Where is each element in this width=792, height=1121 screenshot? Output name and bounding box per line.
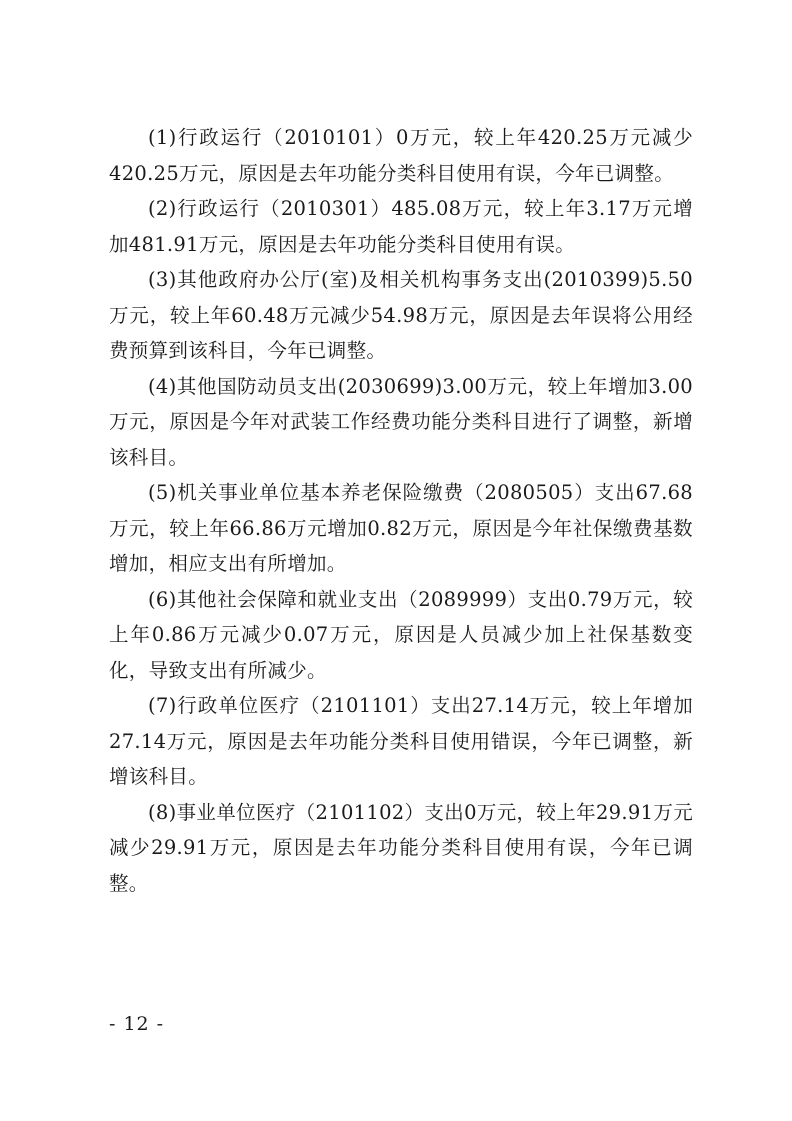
paragraph-2: (2)行政运行（2010301）485.08万元，较上年3.17万元增加481.91万元，原因是去年功能分类科目使用有误。 [109, 197, 693, 256]
paragraph-4: (4)其他国防动员支出(2030699)3.00万元，较上年增加3.00万元，原因是今年对武装工作经费功能分类科目进行了调整，新增该科目。 [109, 374, 693, 469]
body-text [109, 120, 693, 901]
page-number: - 12 - [109, 1013, 165, 1035]
paragraph-5: (5)机关事业单位基本养老保险缴费（2080505）支出67.68万元，较上年66.86万元增加0.82万元，原因是今年社保缴费基数增加，相应支出有所增加。 [109, 481, 693, 575]
paragraph-3: (3)其他政府办公厅(室)及相关机构事务支出(2010399)5.50万元，较上年60.48万元减少54.98万元，原因是去年误将公用经费预算到该科目，今年已调整。 [109, 268, 693, 362]
paragraph-8: (8)事业单位医疗（2101102）支出0万元，较上年29.91万元减少29.91万元，原因是去年功能分类科目使用有误，今年已调整。 [109, 800, 693, 895]
paragraph-6: (6)其他社会保障和就业支出（2089999）支出0.79万元，较上年0.86万元减少0.07万元，原因是人员减少加上社保基数变化，导致支出有所减少。 [109, 587, 693, 682]
paragraph-1: (1)行政运行（2010101）0万元，较上年420.25万元减少420.25万元，原因是去年功能分类科目使用有误，今年已调整。 [109, 126, 693, 185]
paragraph-7: (7)行政单位医疗（2101101）支出27.14万元，较上年增加27.14万元，原因是去年功能分类科目使用错误，今年已调整，新增该科目。 [109, 694, 693, 788]
